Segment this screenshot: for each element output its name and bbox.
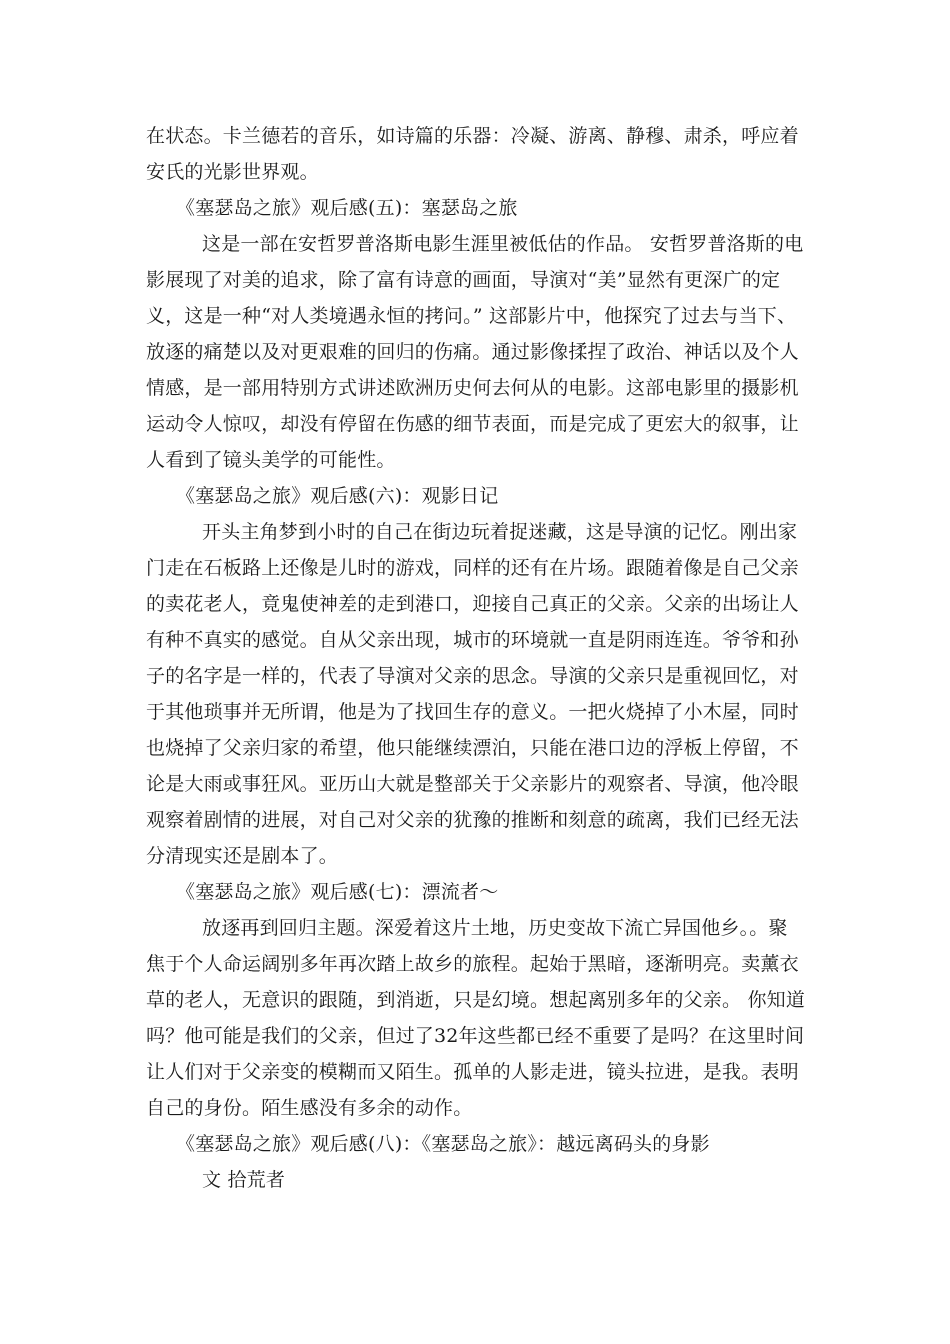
body-text-line: 焦于个人命运阔别多年再次踏上故乡的旅程。起始于黑暗，逐渐明亮。卖薰衣 [146, 953, 799, 975]
paragraph-first-line: 这是一部在安哲罗普洛斯电影生涯里被低估的作品。 安哲罗普洛斯的电 [202, 233, 804, 255]
body-text-line: 安氏的光影世界观。 [146, 161, 319, 183]
body-text-line: 门走在石板路上还像是儿时的游戏，同样的还有在片场。跟随着像是自己父亲 [146, 557, 799, 579]
section-heading: 《塞瑟岛之旅》观后感(五)：塞瑟岛之旅 [176, 197, 518, 219]
section-heading: 《塞瑟岛之旅》观后感(七)：漂流者～ [176, 881, 499, 903]
body-text-line: 有种不真实的感觉。自从父亲出现，城市的环境就一直是阴雨连连。爷爷和孙 [146, 629, 799, 651]
body-text-line: 运动令人惊叹，却没有停留在伤感的细节表面，而是完成了更宏大的叙事，让 [146, 413, 799, 435]
body-text-line: 分清现实还是剧本了。 [146, 845, 339, 867]
body-text-line: 也烧掉了父亲归家的希望，他只能继续漂泊，只能在港口边的浮板上停留，不 [146, 737, 799, 759]
section-heading: 《塞瑟岛之旅》观后感(六)：观影日记 [176, 485, 499, 507]
paragraph-first-line: 放逐再到回归主题。深爱着这片土地，历史变故下流亡异国他乡。。聚 [202, 917, 788, 939]
body-text-line: 自己的身份。陌生感没有多余的动作。 [146, 1097, 473, 1119]
body-text-line: 放逐的痛楚以及对更艰难的回归的伤痛。通过影像揉捏了政治、神话以及个人 [146, 341, 799, 363]
body-text-line: 在状态。卡兰德若的音乐，如诗篇的乐器：冷凝、游离、静穆、肃杀，呼应着 [146, 125, 799, 147]
section-heading: 《塞瑟岛之旅》观后感(八)：《塞瑟岛之旅》：越远离码头的身影 [176, 1133, 710, 1155]
body-text-line: 情感，是一部用特别方式讲述欧洲历史何去何从的电影。这部电影里的摄影机 [146, 377, 799, 399]
paragraph-first-line: 开头主角梦到小时的自己在街边玩着捉迷藏，这是导演的记忆。刚出家 [202, 521, 798, 543]
body-text-line: 论是大雨或事狂风。亚历山大就是整部关于父亲影片的观察者、导演，他冷眼 [146, 773, 799, 795]
body-text-line: 让人们对于父亲变的模糊而又陌生。孤单的人影走进，镜头拉进，是我。表明 [146, 1061, 799, 1083]
body-text-line: 草的老人，无意识的跟随，到消逝，只是幻境。想起离别多年的父亲。 你知道 [146, 989, 806, 1011]
body-text-line: 子的名字是一样的，代表了导演对父亲的思念。导演的父亲只是重视回忆，对 [146, 665, 799, 687]
body-text-line: 影展现了对美的追求，除了富有诗意的画面，导演对“美”显然有更深广的定 [146, 269, 781, 291]
body-text-line: 的卖花老人，竟鬼使神差的走到港口，迎接自己真正的父亲。父亲的出场让人 [146, 593, 799, 615]
author-line: 文 拾荒者 [202, 1169, 286, 1191]
body-text-line: 观察着剧情的进展，对自己对父亲的犹豫的推断和刻意的疏离，我们已经无法 [146, 809, 799, 831]
body-text-line: 吗？他可能是我们的父亲，但过了32年这些都已经不重要了是吗？在这里时间 [146, 1025, 805, 1047]
body-text-line: 义，这是一种“对人类境遇永恒的拷问。” 这部影片中，他探究了过去与当下、 [146, 305, 797, 327]
body-text-line: 人看到了镜头美学的可能性。 [146, 449, 396, 471]
body-text-line: 于其他琐事并无所谓，他是为了找回生存的意义。一把火烧掉了小木屋，同时 [146, 701, 799, 723]
